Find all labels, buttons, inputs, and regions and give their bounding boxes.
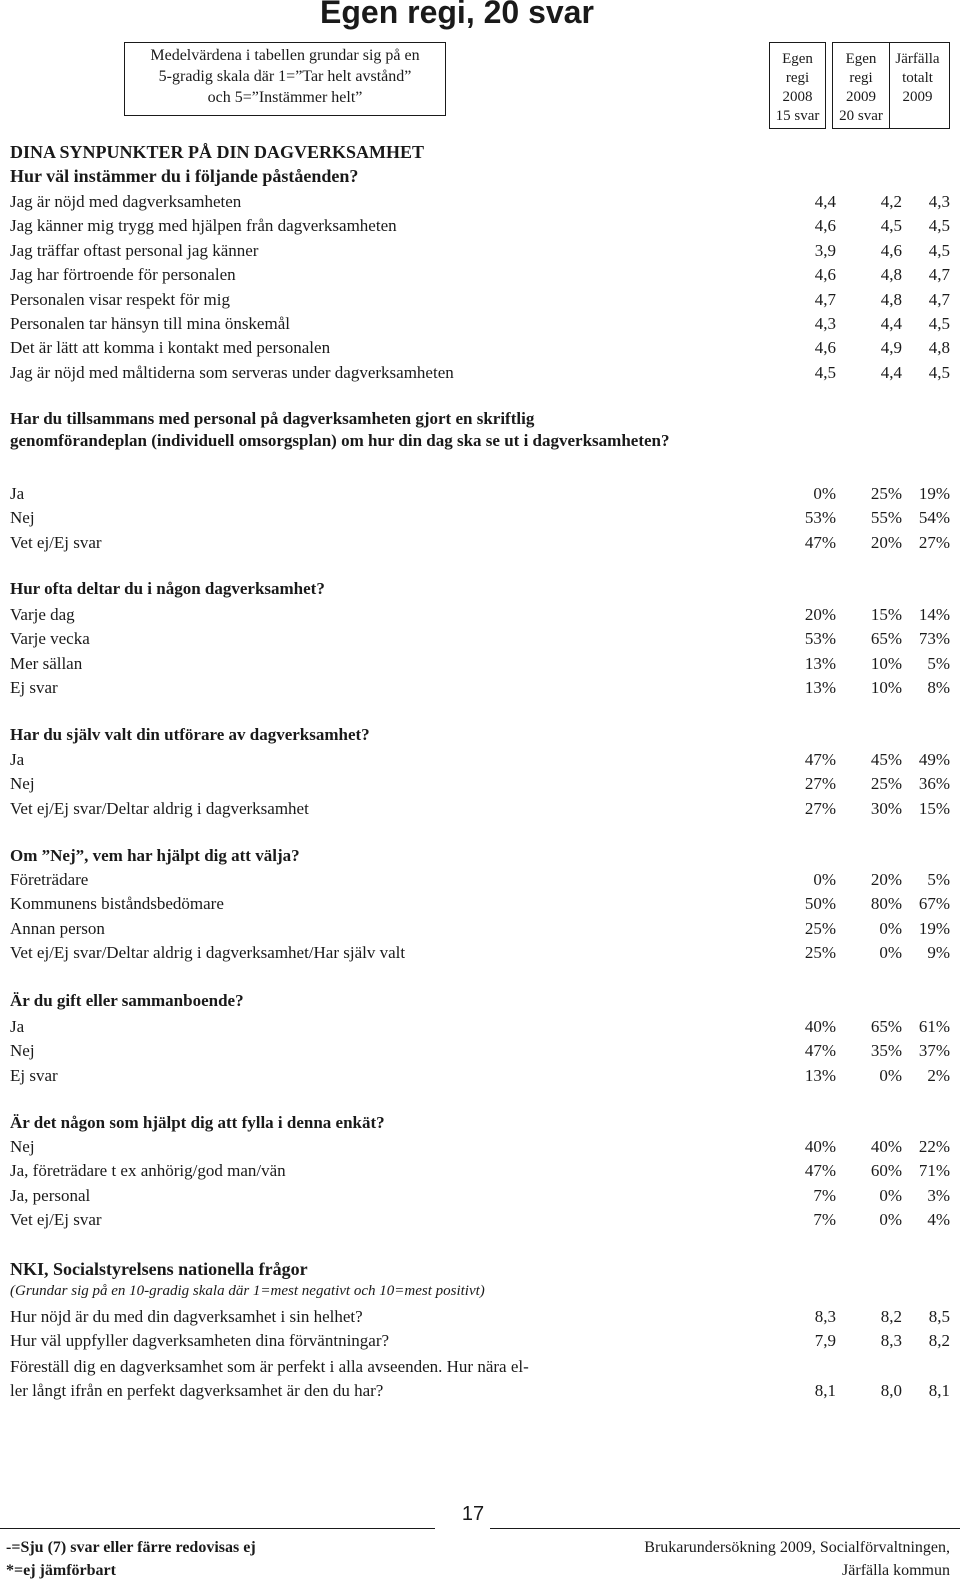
- table-row: [10, 892, 950, 916]
- row-label: Ja: [10, 750, 25, 769]
- row-label: Nej: [10, 1041, 35, 1061]
- value-2008: 8,1: [814, 1381, 836, 1400]
- question-heading: NKI, Socialstyrelsens nationella frågor: [10, 1259, 308, 1279]
- value-2008: 4,6: [814, 338, 836, 358]
- value-2008: 47%: [804, 1161, 836, 1181]
- column-header-line: totalt: [902, 70, 933, 86]
- row-label: Det är lätt att komma i kontakt med personalen: [10, 338, 331, 358]
- table-row: [10, 868, 950, 892]
- table-row: [10, 312, 950, 336]
- column-header-2009: [832, 42, 890, 129]
- row-label: Nej: [10, 774, 35, 794]
- row-label: Varje dag: [10, 605, 75, 624]
- value-2009: 8,3: [880, 1331, 902, 1351]
- footer-source-line: Brukarundersökning 2009, Socialförvaltningen,: [644, 1539, 950, 1556]
- row-label: Kommunens biståndsbedömare: [10, 894, 224, 914]
- footer-divider: [0, 1528, 435, 1529]
- value-2009: 15%: [870, 605, 902, 624]
- question-heading: Är du gift eller sammanboende?: [10, 991, 244, 1010]
- row-label: Nej: [10, 508, 35, 528]
- table-row: [10, 652, 950, 676]
- value-2008: 20%: [804, 605, 836, 624]
- value-2008: 7%: [813, 1210, 836, 1230]
- value-jarfalla: 5%: [927, 653, 950, 673]
- row-label: Vet ej/Ej svar: [10, 532, 102, 552]
- table-row: [10, 336, 950, 360]
- row-label: Mer sällan: [10, 653, 83, 673]
- value-2008: 13%: [804, 678, 836, 698]
- value-2008: 0%: [813, 484, 836, 503]
- row-label: Vet ej/Ej svar/Deltar aldrig i dagverksamhet: [10, 798, 309, 818]
- value-2008: 47%: [804, 532, 836, 552]
- row-label: Jag har förtroende för personalen: [10, 265, 236, 285]
- row-label: Ja: [10, 1017, 25, 1036]
- value-2009: 80%: [870, 894, 902, 914]
- value-2008: 13%: [804, 1065, 836, 1085]
- question-heading: Hur väl instämmer du i följande påståenden?: [10, 166, 359, 186]
- footer-source-line: Järfälla kommun: [842, 1562, 950, 1579]
- table-row: [10, 263, 950, 287]
- value-2009: 20%: [870, 870, 902, 889]
- column-header-line: Järfälla: [895, 51, 940, 67]
- row-label: Nej: [10, 1137, 35, 1156]
- nki-last-question-line: Föreställ dig en dagverksamhet som är perfekt i alla avseenden. Hur nära el-: [10, 1357, 529, 1376]
- value-2008: 47%: [804, 1041, 836, 1061]
- value-2008: 8,3: [814, 1307, 836, 1326]
- value-jarfalla: 61%: [918, 1017, 950, 1036]
- value-jarfalla: 71%: [918, 1161, 950, 1181]
- value-jarfalla: 4%: [927, 1210, 950, 1230]
- question-heading: Har du själv valt din utförare av dagverksamhet?: [10, 725, 370, 744]
- value-2009: 65%: [870, 1017, 902, 1036]
- table-row: [10, 288, 950, 312]
- scale-note-line: 5-gradig skala där 1=”Tar helt avstånd”: [158, 68, 412, 85]
- table-row: [10, 239, 950, 263]
- value-jarfalla: 37%: [918, 1041, 950, 1061]
- value-jarfalla: 8,5: [928, 1307, 950, 1326]
- value-2008: 25%: [804, 918, 836, 938]
- value-2008: 25%: [804, 943, 836, 963]
- value-2008: 27%: [804, 798, 836, 818]
- value-jarfalla: 4,7: [928, 265, 950, 285]
- row-label: Annan person: [10, 918, 105, 938]
- value-jarfalla: 8,1: [928, 1381, 950, 1400]
- value-jarfalla: 19%: [918, 918, 950, 938]
- value-2009: 4,8: [880, 289, 902, 309]
- nki-last-question-line: ler långt ifrån en perfekt dagverksamhet är den du har?: [10, 1381, 384, 1400]
- table-row: [10, 482, 950, 506]
- table-row: [10, 917, 950, 941]
- table-row: [10, 676, 950, 700]
- value-jarfalla: 4,5: [928, 362, 950, 382]
- column-header-line: Egen: [782, 51, 813, 67]
- table-row: [10, 627, 950, 651]
- value-2008: 50%: [804, 894, 836, 914]
- column-header-2008: [769, 42, 826, 129]
- value-jarfalla: 14%: [918, 605, 950, 624]
- value-2009: 55%: [870, 508, 902, 528]
- footer-note-line: -=Sju (7) svar eller färre redovisas ej: [6, 1539, 256, 1556]
- value-2009: 25%: [870, 774, 902, 794]
- value-2008: 47%: [804, 750, 836, 769]
- value-2009: 45%: [870, 750, 902, 769]
- nki-scale-note: (Grundar sig på en 10-gradig skala där 1=mest negativt och 10=mest positivt): [10, 1283, 485, 1299]
- value-jarfalla: 15%: [918, 798, 950, 818]
- value-2009: 0%: [879, 1185, 902, 1205]
- value-jarfalla: 22%: [918, 1137, 950, 1156]
- value-2008: 7,9: [814, 1331, 836, 1351]
- column-header-line: 2009: [846, 89, 876, 105]
- value-jarfalla: 73%: [918, 629, 950, 649]
- value-2008: 53%: [804, 629, 836, 649]
- question-heading: Har du tillsammans med personal på dagverksamheten gjort en skriftlig genomförandeplan (individuell omsorgsplan) om hur din dag ska se ut i dagverksamheten?: [10, 409, 670, 450]
- table-row: [10, 506, 950, 530]
- question-heading: Om ”Nej”, vem har hjälpt dig att välja?: [10, 846, 300, 865]
- row-label: Varje vecka: [10, 629, 90, 649]
- value-jarfalla: 54%: [918, 508, 950, 528]
- row-label: Ja, företrädare t ex anhörig/god man/vän: [10, 1161, 286, 1181]
- table-row: [10, 1305, 950, 1329]
- table-row: [10, 772, 950, 796]
- page-title: Egen regi, 20 svar: [320, 0, 594, 30]
- value-2008: 3,9: [814, 240, 836, 260]
- column-header-line: regi: [785, 70, 810, 86]
- value-2008: 40%: [804, 1017, 836, 1036]
- column-header-line: 2008: [782, 89, 813, 105]
- table-row: [10, 941, 950, 965]
- value-2009: 40%: [870, 1137, 902, 1156]
- value-2008: 4,6: [814, 216, 836, 236]
- table-row: [10, 603, 950, 627]
- value-2008: 7%: [813, 1185, 836, 1205]
- value-2009: 4,2: [880, 192, 902, 211]
- value-jarfalla: 2%: [927, 1065, 950, 1085]
- value-2008: 53%: [804, 508, 836, 528]
- row-label: Personalen visar respekt för mig: [10, 289, 230, 309]
- row-label: Hur nöjd är du med din dagverksamhet i sin helhet?: [10, 1307, 363, 1326]
- value-2009: 8,2: [880, 1307, 902, 1326]
- question-heading: Är det någon som hjälpt dig att fylla i denna enkät?: [10, 1113, 385, 1132]
- value-2009: 4,4: [880, 362, 902, 382]
- value-2009: 10%: [870, 678, 902, 698]
- row-label: Jag är nöjd med måltiderna som serveras under dagverksamheten: [10, 362, 454, 382]
- table-row: [10, 361, 950, 385]
- row-label: Ej svar: [10, 678, 58, 698]
- value-2009: 25%: [870, 484, 902, 503]
- row-label: Jag träffar oftast personal jag känner: [10, 240, 259, 260]
- value-2008: 40%: [804, 1137, 836, 1156]
- value-2009: 35%: [870, 1041, 902, 1061]
- value-2009: 0%: [879, 918, 902, 938]
- value-2008: 0%: [813, 870, 836, 889]
- value-jarfalla: 49%: [918, 750, 950, 769]
- column-header-line: 20 svar: [839, 108, 883, 124]
- table-row: [10, 748, 950, 772]
- row-label: Jag är nöjd med dagverksamheten: [10, 192, 242, 211]
- footer-source: [644, 1536, 950, 1582]
- value-2009: 4,8: [880, 265, 902, 285]
- value-2009: 60%: [870, 1161, 902, 1181]
- value-jarfalla: 67%: [918, 894, 950, 914]
- value-jarfalla: 3%: [927, 1185, 950, 1205]
- value-jarfalla: 4,8: [928, 338, 950, 358]
- row-label: Ja: [10, 484, 25, 503]
- scale-note-line: och 5=”Instämmer helt”: [207, 89, 363, 106]
- section-heading: DINA SYNPUNKTER PÅ DIN DAGVERKSAMHET: [10, 142, 425, 162]
- value-jarfalla: 4,5: [928, 216, 950, 236]
- value-2009: 20%: [870, 532, 902, 552]
- value-2008: 4,7: [814, 289, 836, 309]
- value-2009: 0%: [879, 1210, 902, 1230]
- value-jarfalla: 4,5: [928, 314, 950, 333]
- value-2009: 4,5: [880, 216, 902, 236]
- table-row: [10, 531, 950, 555]
- value-2008: 4,6: [814, 265, 836, 285]
- value-2009: 0%: [879, 943, 902, 963]
- footer-divider: [490, 1528, 960, 1529]
- value-2009: 10%: [870, 653, 902, 673]
- table-row: [10, 1379, 950, 1403]
- question-heading: Hur ofta deltar du i någon dagverksamhet?: [10, 579, 325, 598]
- table-row: [10, 214, 950, 238]
- table-row: [10, 797, 950, 821]
- value-2008: 13%: [804, 653, 836, 673]
- value-jarfalla: 8,2: [928, 1331, 950, 1351]
- value-jarfalla: 19%: [918, 484, 950, 503]
- value-jarfalla: 9%: [927, 943, 950, 963]
- footer-notes: [6, 1536, 256, 1582]
- table-row: [10, 1064, 950, 1088]
- value-2009: 8,0: [880, 1381, 902, 1400]
- value-2009: 4,4: [880, 314, 902, 333]
- column-header-jarfalla: [886, 42, 950, 129]
- row-label: Vet ej/Ej svar/Deltar aldrig i dagverksamhet/Har själv valt: [10, 943, 406, 963]
- value-2009: 4,6: [880, 240, 902, 260]
- column-header-line: 2009: [902, 89, 933, 105]
- value-jarfalla: 4,5: [928, 240, 950, 260]
- table-row: [10, 1208, 950, 1232]
- value-2008: 27%: [804, 774, 836, 794]
- row-label: Företrädare: [10, 870, 89, 889]
- table-row: [10, 190, 950, 214]
- value-2009: 0%: [879, 1065, 902, 1085]
- row-label: Jag känner mig trygg med hjälpen från dagverksamheten: [10, 216, 397, 236]
- table-row: [10, 1329, 950, 1353]
- value-2009: 65%: [870, 629, 902, 649]
- page-number: 17: [461, 1503, 485, 1525]
- table-row: [10, 1039, 950, 1063]
- column-header-line: 15 svar: [775, 108, 820, 124]
- value-2009: 30%: [870, 798, 902, 818]
- scale-note-box: [124, 42, 446, 116]
- value-2008: 4,4: [814, 192, 836, 211]
- value-jarfalla: 36%: [918, 774, 950, 794]
- column-header-line: regi: [849, 70, 873, 86]
- value-2008: 4,3: [814, 314, 836, 333]
- value-jarfalla: 4,3: [928, 192, 950, 211]
- scale-note-line: Medelvärdena i tabellen grundar sig på en: [150, 47, 420, 64]
- value-jarfalla: 27%: [918, 532, 950, 552]
- value-jarfalla: 5%: [927, 870, 950, 889]
- table-row: [10, 1159, 950, 1183]
- column-header-line: Egen: [845, 51, 877, 67]
- value-jarfalla: 8%: [927, 678, 950, 698]
- row-label: Personalen tar hänsyn till mina önskemål: [10, 314, 290, 333]
- value-2008: 4,5: [814, 362, 836, 382]
- row-label: Ej svar: [10, 1065, 58, 1085]
- row-label: Vet ej/Ej svar: [10, 1210, 102, 1230]
- row-label: Ja, personal: [10, 1185, 91, 1205]
- table-row: [10, 1015, 950, 1039]
- table-row: [10, 1135, 950, 1159]
- value-jarfalla: 4,7: [928, 289, 950, 309]
- footer-note-line: *=ej jämförbart: [6, 1562, 116, 1579]
- row-label: Hur väl uppfyller dagverksamheten dina förväntningar?: [10, 1331, 390, 1351]
- value-2009: 4,9: [880, 338, 902, 358]
- table-row: [10, 1184, 950, 1208]
